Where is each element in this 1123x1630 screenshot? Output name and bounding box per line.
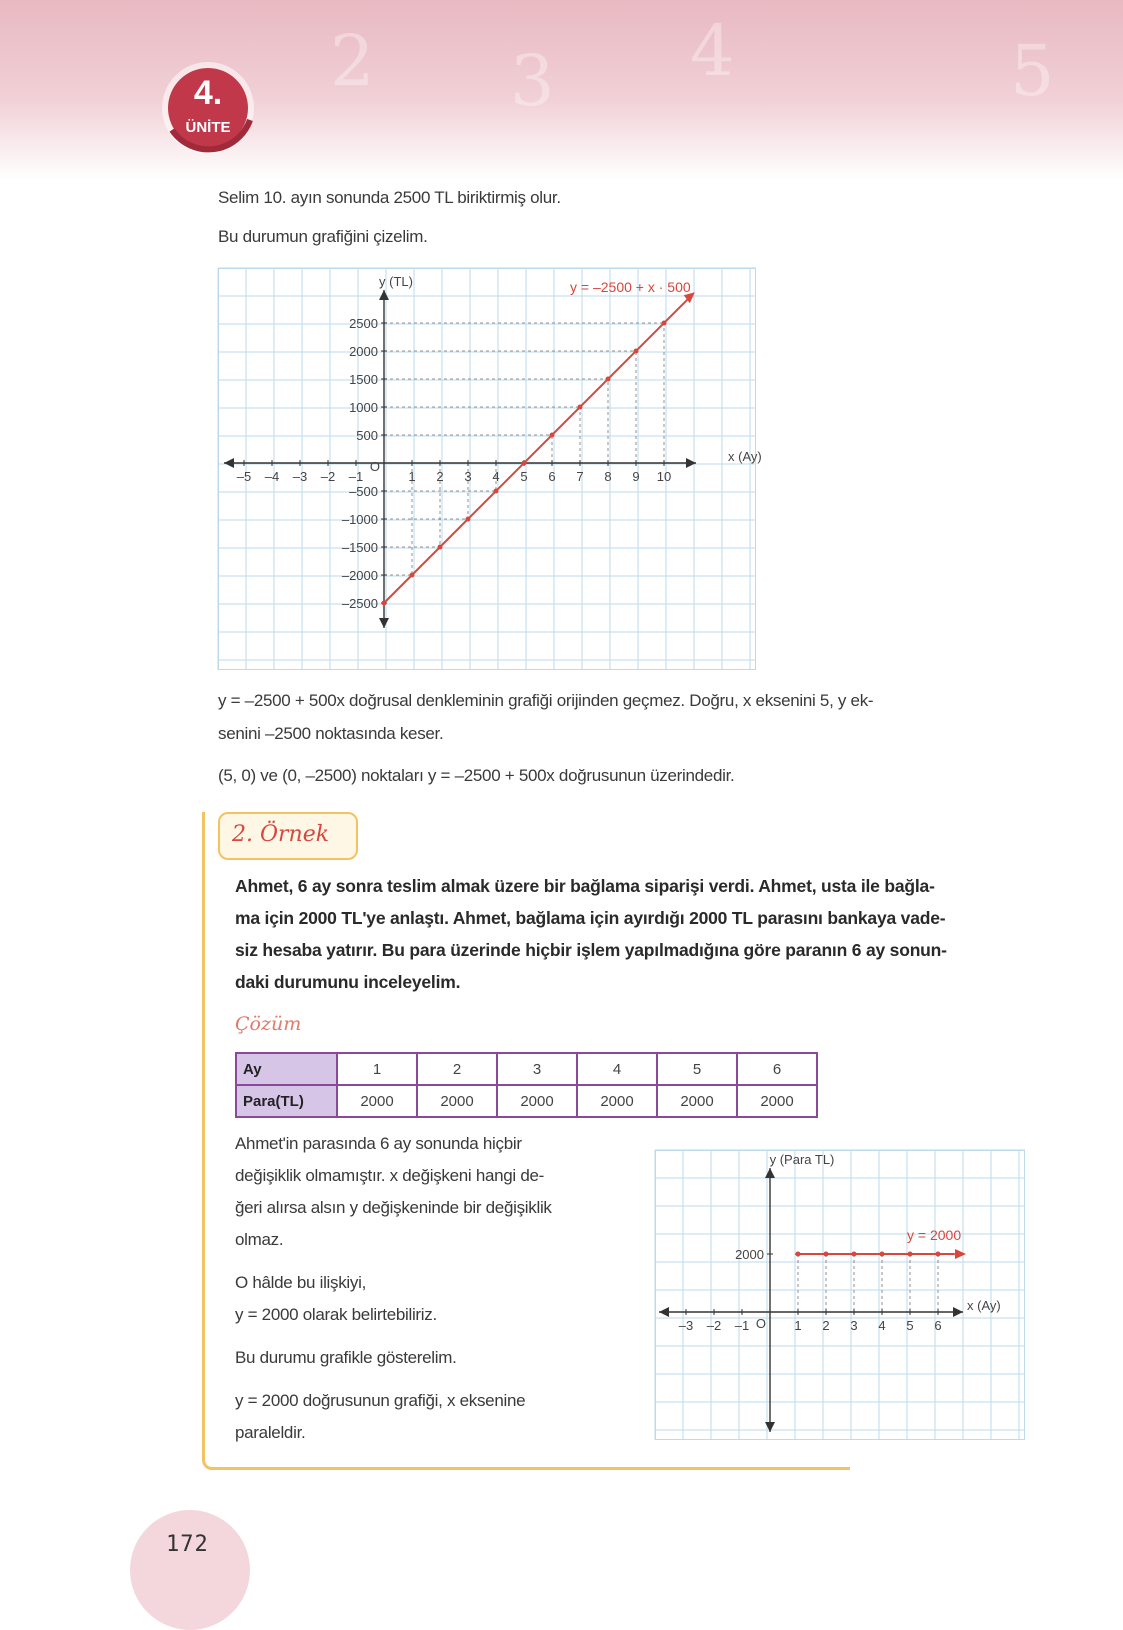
y-tick-label: 1500 [349,372,378,387]
table-row [236,1085,817,1117]
solution-line-3: ğeri alırsa alsın y değişkeninde bir değişiklik [235,1198,552,1217]
y-tick-label: 500 [356,428,378,443]
question-line-1: Ahmet, 6 ay sonra teslim almak üzere bir bağlama siparişi verdi. Ahmet, usta ile bağla- [235,876,935,896]
solution-line-8: y = 2000 doğrusunun grafiği, x eksenine [235,1391,526,1410]
series-line [384,298,689,603]
x-axis-arrow [953,1307,963,1317]
origin-label: O [755,1316,766,1331]
series-arrow [955,1249,966,1259]
decorative-digit: 2 [330,20,375,102]
graph-grid [655,1150,1025,1440]
y-tick-label: –1500 [341,540,378,555]
table-cell: 2000 [497,1085,577,1117]
y-tick-label: 2000 [349,344,378,359]
table-row [236,1053,817,1085]
table-cell: 2000 [657,1085,737,1117]
data-point [936,1252,941,1257]
x-tick-label: –4 [264,469,280,484]
y-tick-label: –2000 [341,568,378,583]
data-point [438,545,443,550]
x-tick-label: –3 [678,1318,694,1333]
guide-lines [798,1254,938,1312]
table-cell: 5 [657,1053,737,1085]
x-tick-label: 9 [632,469,640,484]
x-tick-label: –2 [706,1318,722,1333]
data-point [578,405,583,410]
data-point [880,1252,885,1257]
x-tick-label: 6 [934,1318,942,1333]
unit-badge [158,60,258,156]
x-tick-label: 1 [408,469,416,484]
x-tick-label: 7 [576,469,584,484]
table-cell: 2000 [577,1085,657,1117]
y-tick-label: –500 [349,484,378,499]
equation-label: y = –2500 + x · 500 [570,279,691,295]
x-tick-label: 4 [492,469,500,484]
data-point [852,1252,857,1257]
x-tick-label: 8 [604,469,612,484]
guide-lines [384,323,664,575]
y-tick-label: 2500 [349,316,378,331]
question-line-3: siz hesaba yatırır. Bu para üzerinde hiçbir işlem yapılmadığına göre paranın 6 ay sonun- [235,940,947,960]
data-series [382,292,695,605]
data-point [796,1252,801,1257]
solution-line-9: paraleldir. [235,1423,306,1442]
solution-line-2: değişiklik olmamıştır. x değişkeni hangi de- [235,1166,545,1185]
solution-line-4: olmaz. [235,1230,284,1249]
x-tick-label: 1 [794,1318,802,1333]
data-point [550,433,555,438]
question-line-2: ma için 2000 TL'ye anlaştı. Ahmet, bağlama için ayırdığı 2000 TL parasını bankaya vade- [235,908,946,928]
table-header-para: Para(TL) [236,1085,337,1117]
page-number: 172 [166,1532,209,1557]
table-cell: 2 [417,1053,497,1085]
solution-line-6: y = 2000 olarak belirtebiliriz. [235,1305,437,1324]
intro-line-1: Selim 10. ayın sonunda 2500 TL biriktirmiş olur. [218,188,561,207]
x-axis-label: x (Ay) [967,1298,1001,1313]
table-cell: 3 [497,1053,577,1085]
x-tick-label: –1 [348,469,364,484]
equation-label: y = 2000 [907,1227,962,1243]
x-axis-arrow [659,1307,669,1317]
table-cell: 2000 [337,1085,417,1117]
example-title: 2. Örnek [232,822,330,847]
y-axis-arrow [379,618,389,628]
x-tick-label: 3 [464,469,472,484]
decorative-digit: 3 [510,40,555,122]
x-tick-label: 5 [906,1318,914,1333]
y-tick-label: –2500 [341,596,378,611]
decorative-digit: 4 [690,10,735,92]
x-tick-label: –2 [320,469,336,484]
origin-label: O [369,459,380,474]
data-point [662,321,667,326]
x-axis-label: x (Ay) [728,449,762,464]
y-axis-arrow [379,290,389,300]
x-tick-label: –3 [292,469,308,484]
table-cell: 6 [737,1053,817,1085]
solution-line-7: Bu durumu grafikle gösterelim. [235,1348,457,1367]
page-number-badge [130,1510,250,1630]
graph-constant [655,1150,1025,1440]
data-point [382,601,387,606]
data-point [410,573,415,578]
solution-line-5: O hâlde bu ilişkiyi, [235,1273,367,1292]
table-cell: 4 [577,1053,657,1085]
data-point [466,517,471,522]
y-tick-label: –1000 [341,512,378,527]
solution-label: Çözüm [235,1013,302,1035]
x-tick-label: 3 [850,1318,858,1333]
y-tick-label: 1000 [349,400,378,415]
x-tick-label: 4 [878,1318,886,1333]
axes [659,1168,963,1432]
table-header-ay: Ay [236,1053,337,1085]
data-point [908,1252,913,1257]
x-axis-arrow [224,458,234,468]
explanation-line-1: y = –2500 + 500x doğrusal denkleminin grafiği orijinden geçmez. Doğru, x eksenini 5, y ek- [218,691,874,710]
unit-number: 4. [193,74,223,112]
decorative-digit: 5 [1010,30,1055,112]
unit-label: ÜNİTE [185,119,231,136]
x-tick-label: 5 [520,469,528,484]
question-line-4: daki durumunu inceleyelim. [235,972,461,992]
solution-line-1: Ahmet'in parasında 6 ay sonunda hiçbir [235,1134,522,1153]
x-tick-label: 2 [822,1318,830,1333]
x-tick-label: –1 [734,1318,750,1333]
explanation-line-2: senini –2500 noktasında keser. [218,724,444,743]
table-cell: 2000 [417,1085,497,1117]
graph-linear [218,268,762,670]
data-point [522,461,527,466]
y-axis-label: y (TL) [379,274,413,289]
data-series [795,1249,966,1259]
data-table [235,1052,818,1118]
x-tick-label: 10 [656,469,672,484]
data-point [494,489,499,494]
data-point [606,377,611,382]
y-tick-label: 2000 [735,1247,764,1262]
data-point [634,349,639,354]
intro-line-2: Bu durumun grafiğini çizelim. [218,227,428,246]
table-cell: 1 [337,1053,417,1085]
table-cell: 2000 [737,1085,817,1117]
x-tick-label: 6 [548,469,556,484]
axes [224,290,696,628]
y-axis-label: y (Para TL) [769,1152,835,1167]
explanation-line-3: (5, 0) ve (0, –2500) noktaları y = –2500 + 500x doğrusunun üzerindedir. [218,766,735,785]
x-tick-label: 2 [436,469,444,484]
data-point [824,1252,829,1257]
x-tick-label: –5 [236,469,252,484]
